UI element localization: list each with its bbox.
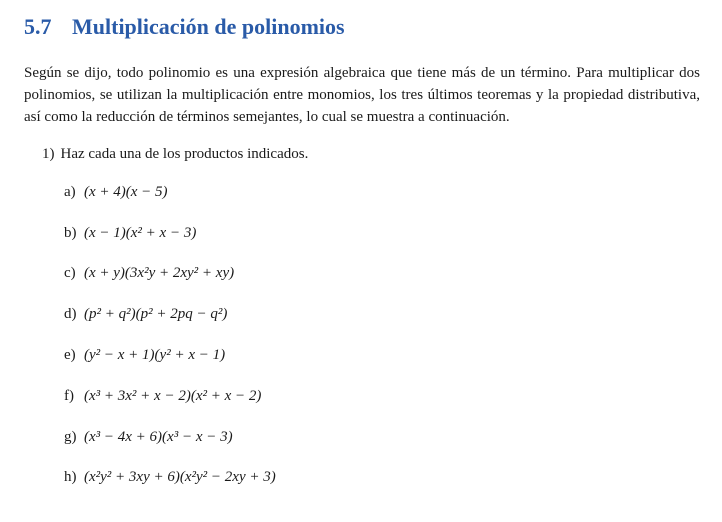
item-expression: (y² − x + 1)(y² + x − 1) — [84, 347, 226, 363]
item-label: a) — [64, 184, 76, 200]
item-expression: (x + y)(3x²y + 2xy² + xy) — [84, 265, 235, 281]
intro-paragraph: Según se dijo, todo polinomio es una expresión algebraica que tiene más de un término. Para multiplicar dos polinomios, se utilizan la multiplicación entre monomios, los tres últimos teoremas y la propiedad distributiva, así como la reducción de términos semejantes, lo cual se muestra a continuación. — [24, 65, 700, 125]
item-expression: (x − 1)(x² + x − 3) — [84, 225, 197, 241]
exercise-item-h — [64, 469, 276, 486]
item-label: g) — [64, 429, 77, 445]
item-expression: (x³ + 3x² + x − 2)(x² + x − 2) — [84, 388, 262, 404]
exercise-number: 1) — [42, 146, 55, 162]
exercise-prompt — [42, 146, 308, 163]
exercise-item-f — [64, 388, 261, 405]
section-heading — [24, 14, 345, 40]
exercise-text: Haz cada una de los productos indicados. — [60, 146, 309, 162]
item-label: e) — [64, 347, 76, 363]
exercise-item-g — [64, 429, 233, 446]
section-number: 5.7 — [24, 14, 52, 39]
item-expression: (p² + q²)(p² + 2pq − q²) — [84, 306, 228, 322]
exercise-item-b — [64, 225, 196, 242]
item-label: d) — [64, 306, 77, 322]
item-label: f) — [64, 388, 74, 404]
section-title: Multiplicación de polinomios — [72, 14, 345, 39]
exercise-item-d — [64, 306, 227, 323]
item-label: b) — [64, 225, 77, 241]
item-expression: (x + 4)(x − 5) — [84, 184, 168, 200]
item-expression: (x³ − 4x + 6)(x³ − x − 3) — [84, 429, 233, 445]
exercise-item-c — [64, 265, 234, 282]
exercise-item-e — [64, 347, 225, 364]
item-label: h) — [64, 469, 77, 485]
item-expression: (x²y² + 3xy + 6)(x²y² − 2xy + 3) — [84, 469, 276, 485]
item-label: c) — [64, 265, 76, 281]
exercise-item-a — [64, 184, 168, 201]
